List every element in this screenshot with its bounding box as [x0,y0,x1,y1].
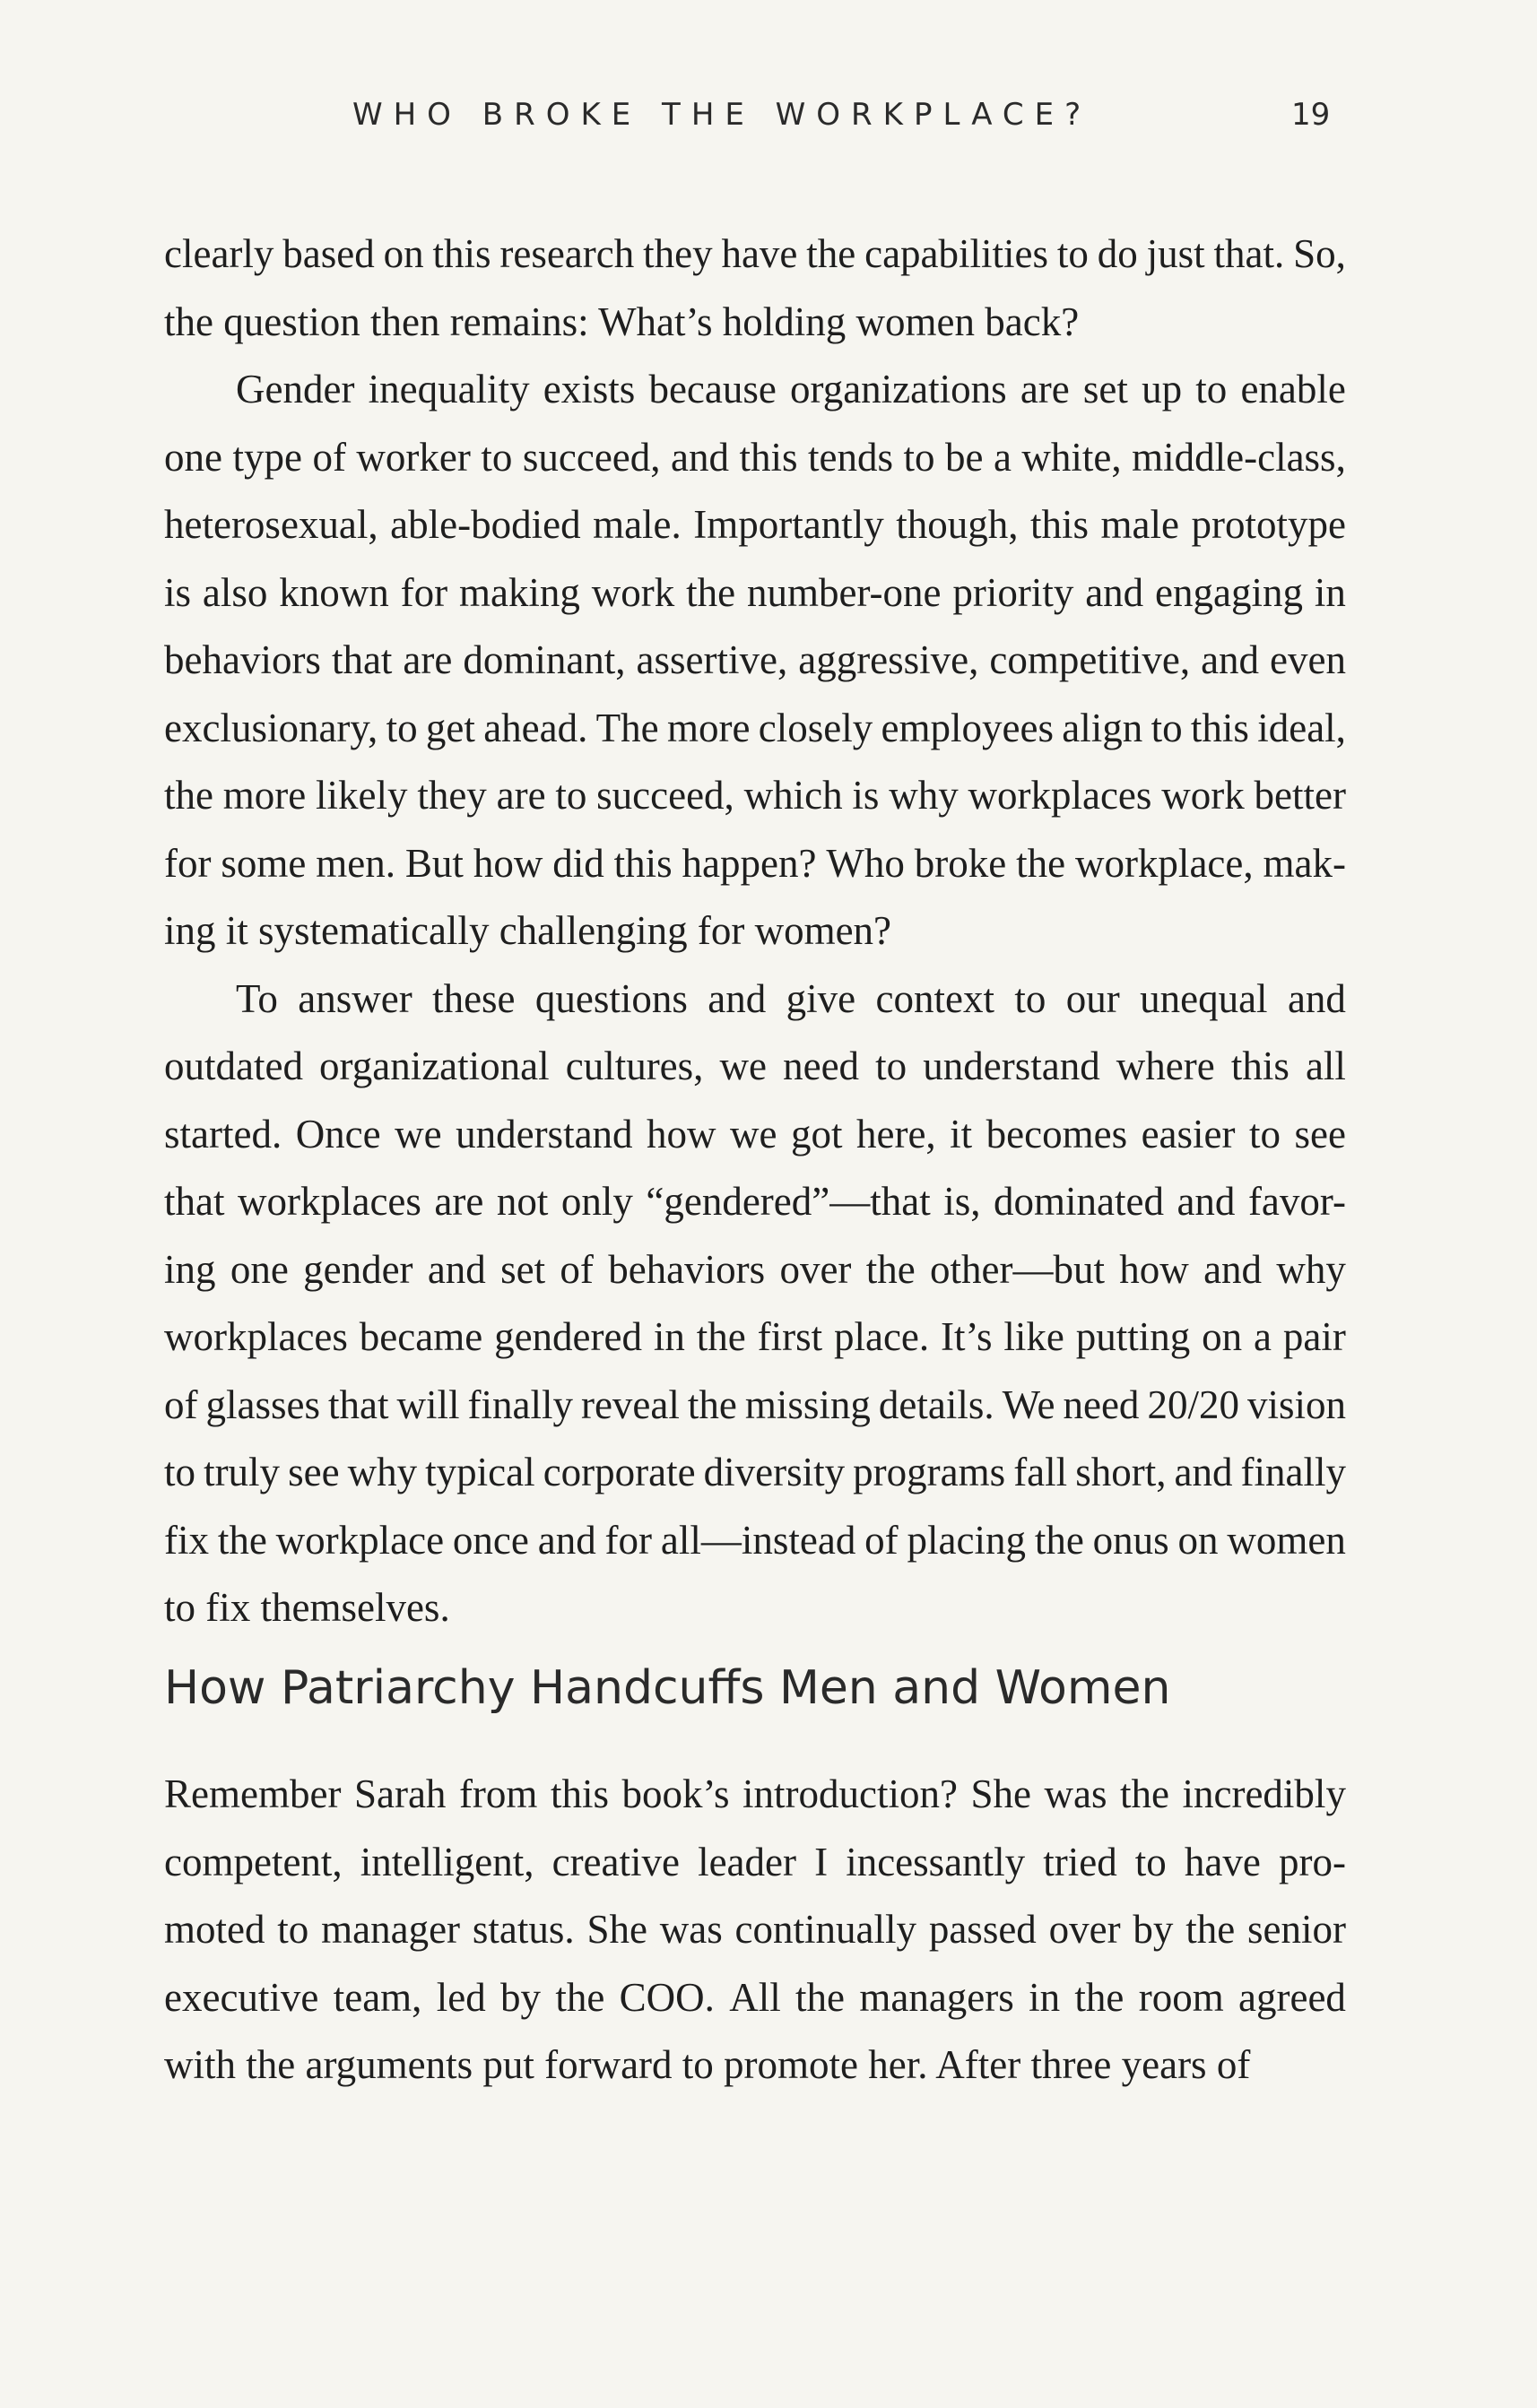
paragraph [164,221,1346,356]
text-line: outdated organizational cultures, we need to understand where this all [164,1044,1346,1088]
text-line: started. Once we understand how we got here, it becomes easier to see [164,1111,1346,1156]
text-line: moted to manager status. She was continually passed over by the senior [164,1907,1346,1952]
text-line: To answer these questions and give context to our unequal and [236,975,1346,1021]
page-number: 19 [1291,97,1331,133]
text-line: one type of worker to succeed, and this tends to be a white, middle-class, [164,434,1346,480]
text-line: ing one gender and set of behaviors over the other—but how and why [164,1246,1346,1292]
text-line: is also known for making work the number-one priority and engaging in [164,569,1346,615]
text-line: Remember Sarah from this book’s introduction? She was the incredibly [164,1771,1346,1816]
text-line: to fix themselves. [164,1585,450,1630]
text-line: fix the workplace once and for all—instead of placing the onus on women [164,1517,1346,1563]
text-line: executive team, led by the COO. All the managers in the room agreed [164,1974,1346,2020]
text-line: with the arguments put forward to promote her. After three years of [164,2042,1251,2087]
text-line: competent, intelligent, creative leader I incessantly tried to have pro- [164,1839,1346,1884]
text-line: for some men. But how did this happen? Who broke the workplace, mak- [164,840,1346,886]
section-heading: How Patriarchy Handcuffs Men and Women [164,1661,1171,1715]
text-line: heterosexual, able-bodied male. Importantly though, this male prototype [164,502,1346,547]
text-line: Gender inequality exists because organizations are set up to enable [236,367,1346,411]
body-text-after-heading [164,1761,1346,2100]
text-line: that workplaces are not only “gendered”—that is, dominated and favor- [164,1179,1346,1224]
paragraph [164,966,1346,1642]
text-line: exclusionary, to get ahead. The more closely employees align to this ideal, [164,705,1346,750]
text-line: the more likely they are to succeed, which is why workplaces work better [164,773,1346,818]
text-line: of glasses that will finally reveal the missing details. We need 20/20 vision [164,1382,1346,1427]
body-text-before-heading [164,221,1346,1642]
paragraph [164,1761,1346,2100]
text-line: the question then remains: What’s holding women back? [164,299,1080,344]
text-line: to truly see why typical corporate diversity programs fall short, and finally [164,1450,1346,1494]
running-head-title: WHO BROKE THE WORKPLACE? [352,97,1092,133]
paragraph [164,356,1346,966]
text-line: workplaces became gendered in the first place. It’s like putting on a pair [164,1314,1346,1359]
text-line: ing it systematically challenging for women? [164,908,892,953]
text-line: clearly based on this research they have the capabilities to do just that. So, [164,231,1346,276]
text-line: behaviors that are dominant, assertive, aggressive, competitive, and even [164,637,1346,682]
